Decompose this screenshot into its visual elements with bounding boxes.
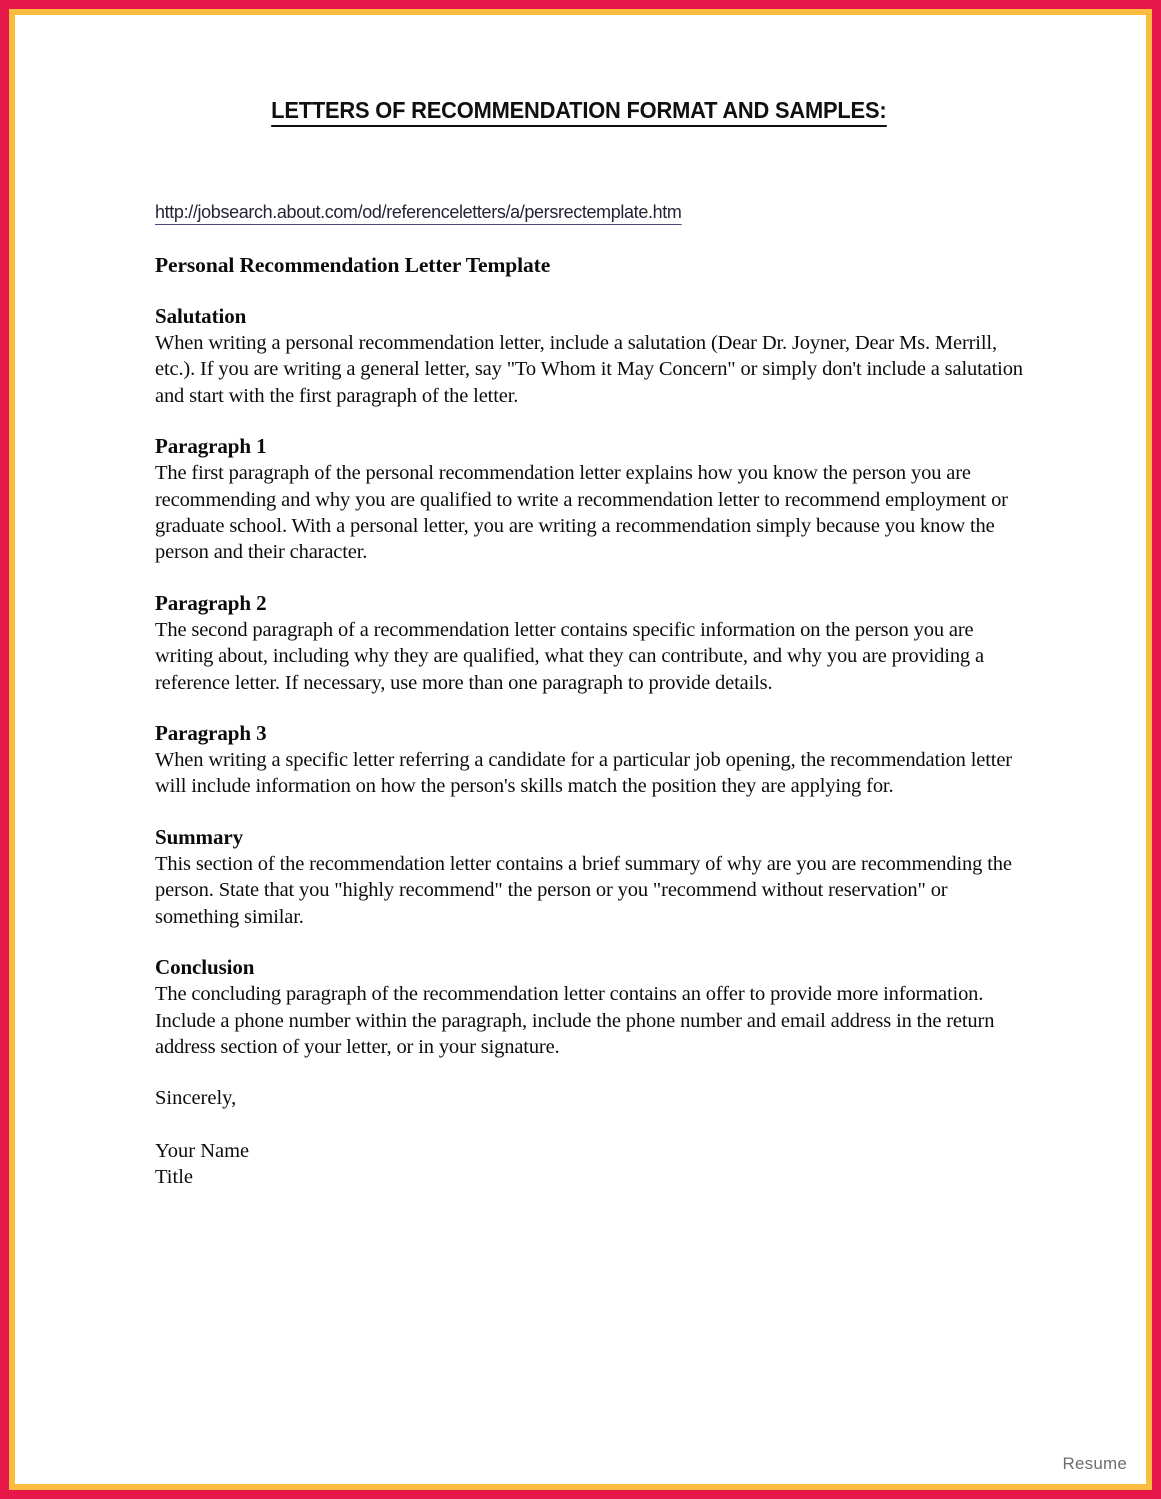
page-title-text: LETTERS OF RECOMMENDATION FORMAT AND SAMPLES: <box>271 97 886 127</box>
section-body: This section of the recommendation letter contains a brief summary of why are you are recommending the person. State that you "highly recommend" the person or you "recommend without reservation" or something similar. <box>155 852 1012 928</box>
section-heading: Summary <box>155 824 243 849</box>
section-body: The second paragraph of a recommendation letter contains specific information on the person you are writing about, including why they are qualified, what they can contribute, and why you are providing a reference letter. If necessary, use more than one paragraph to provide details. <box>155 618 984 694</box>
section-body: The concluding paragraph of the recommendation letter contains an offer to provide more information. Include a phone number within the paragraph, include the phone number and email address in the return address section of your letter, or in your signature. <box>155 983 995 1058</box>
section-heading: Paragraph 3 <box>155 721 267 746</box>
section-heading: Paragraph 2 <box>155 590 267 615</box>
closing-name: Your Name <box>155 1139 250 1162</box>
section-heading: Salutation <box>155 304 247 328</box>
closing-sign-off: Sincerely, <box>155 1087 237 1110</box>
footer-watermark: Resume <box>1062 1454 1127 1473</box>
document-page <box>15 15 1146 1484</box>
section-template-heading <box>155 253 1023 278</box>
page-title <box>141 97 1017 127</box>
section-salutation <box>155 304 1023 409</box>
section-body: When writing a specific letter referring a candidate for a particular job opening, the recommendation letter will include information on how the person's skills match the position they are applying for. <box>155 749 1012 798</box>
section-paragraph-2 <box>155 591 1023 696</box>
source-url-link[interactable]: http://jobsearch.about.com/od/referenceletters/a/persrectemplate.htm <box>155 201 682 225</box>
template-heading: Personal Recommendation Letter Template <box>155 253 551 277</box>
closing-spacer <box>155 1112 1023 1138</box>
section-heading: Conclusion <box>155 955 255 980</box>
section-paragraph-1 <box>155 434 1023 566</box>
closing-title: Title <box>155 1166 193 1189</box>
section-conclusion <box>155 955 1023 1060</box>
section-body: The first paragraph of the personal recommendation letter explains how you know the person you are recommending and why you are qualified to write a recommendation letter to recommend employment or graduate school. With a personal letter, you are writing a recommendation simply because you know the person and their character. <box>155 462 1008 564</box>
section-heading: Paragraph 1 <box>155 434 267 459</box>
section-body: When writing a personal recommendation letter, include a salutation (Dear Dr. Joyner, Dear Ms. Merrill, etc.). If you are writing a general letter, say "To Whom it May Concern" or simply don't include a salutation and start with the first paragraph of the letter. <box>155 332 1023 407</box>
section-summary <box>155 825 1023 930</box>
decorative-page-frame-inner <box>9 9 1152 1490</box>
document-body <box>155 253 1023 1191</box>
section-paragraph-3 <box>155 721 1023 800</box>
